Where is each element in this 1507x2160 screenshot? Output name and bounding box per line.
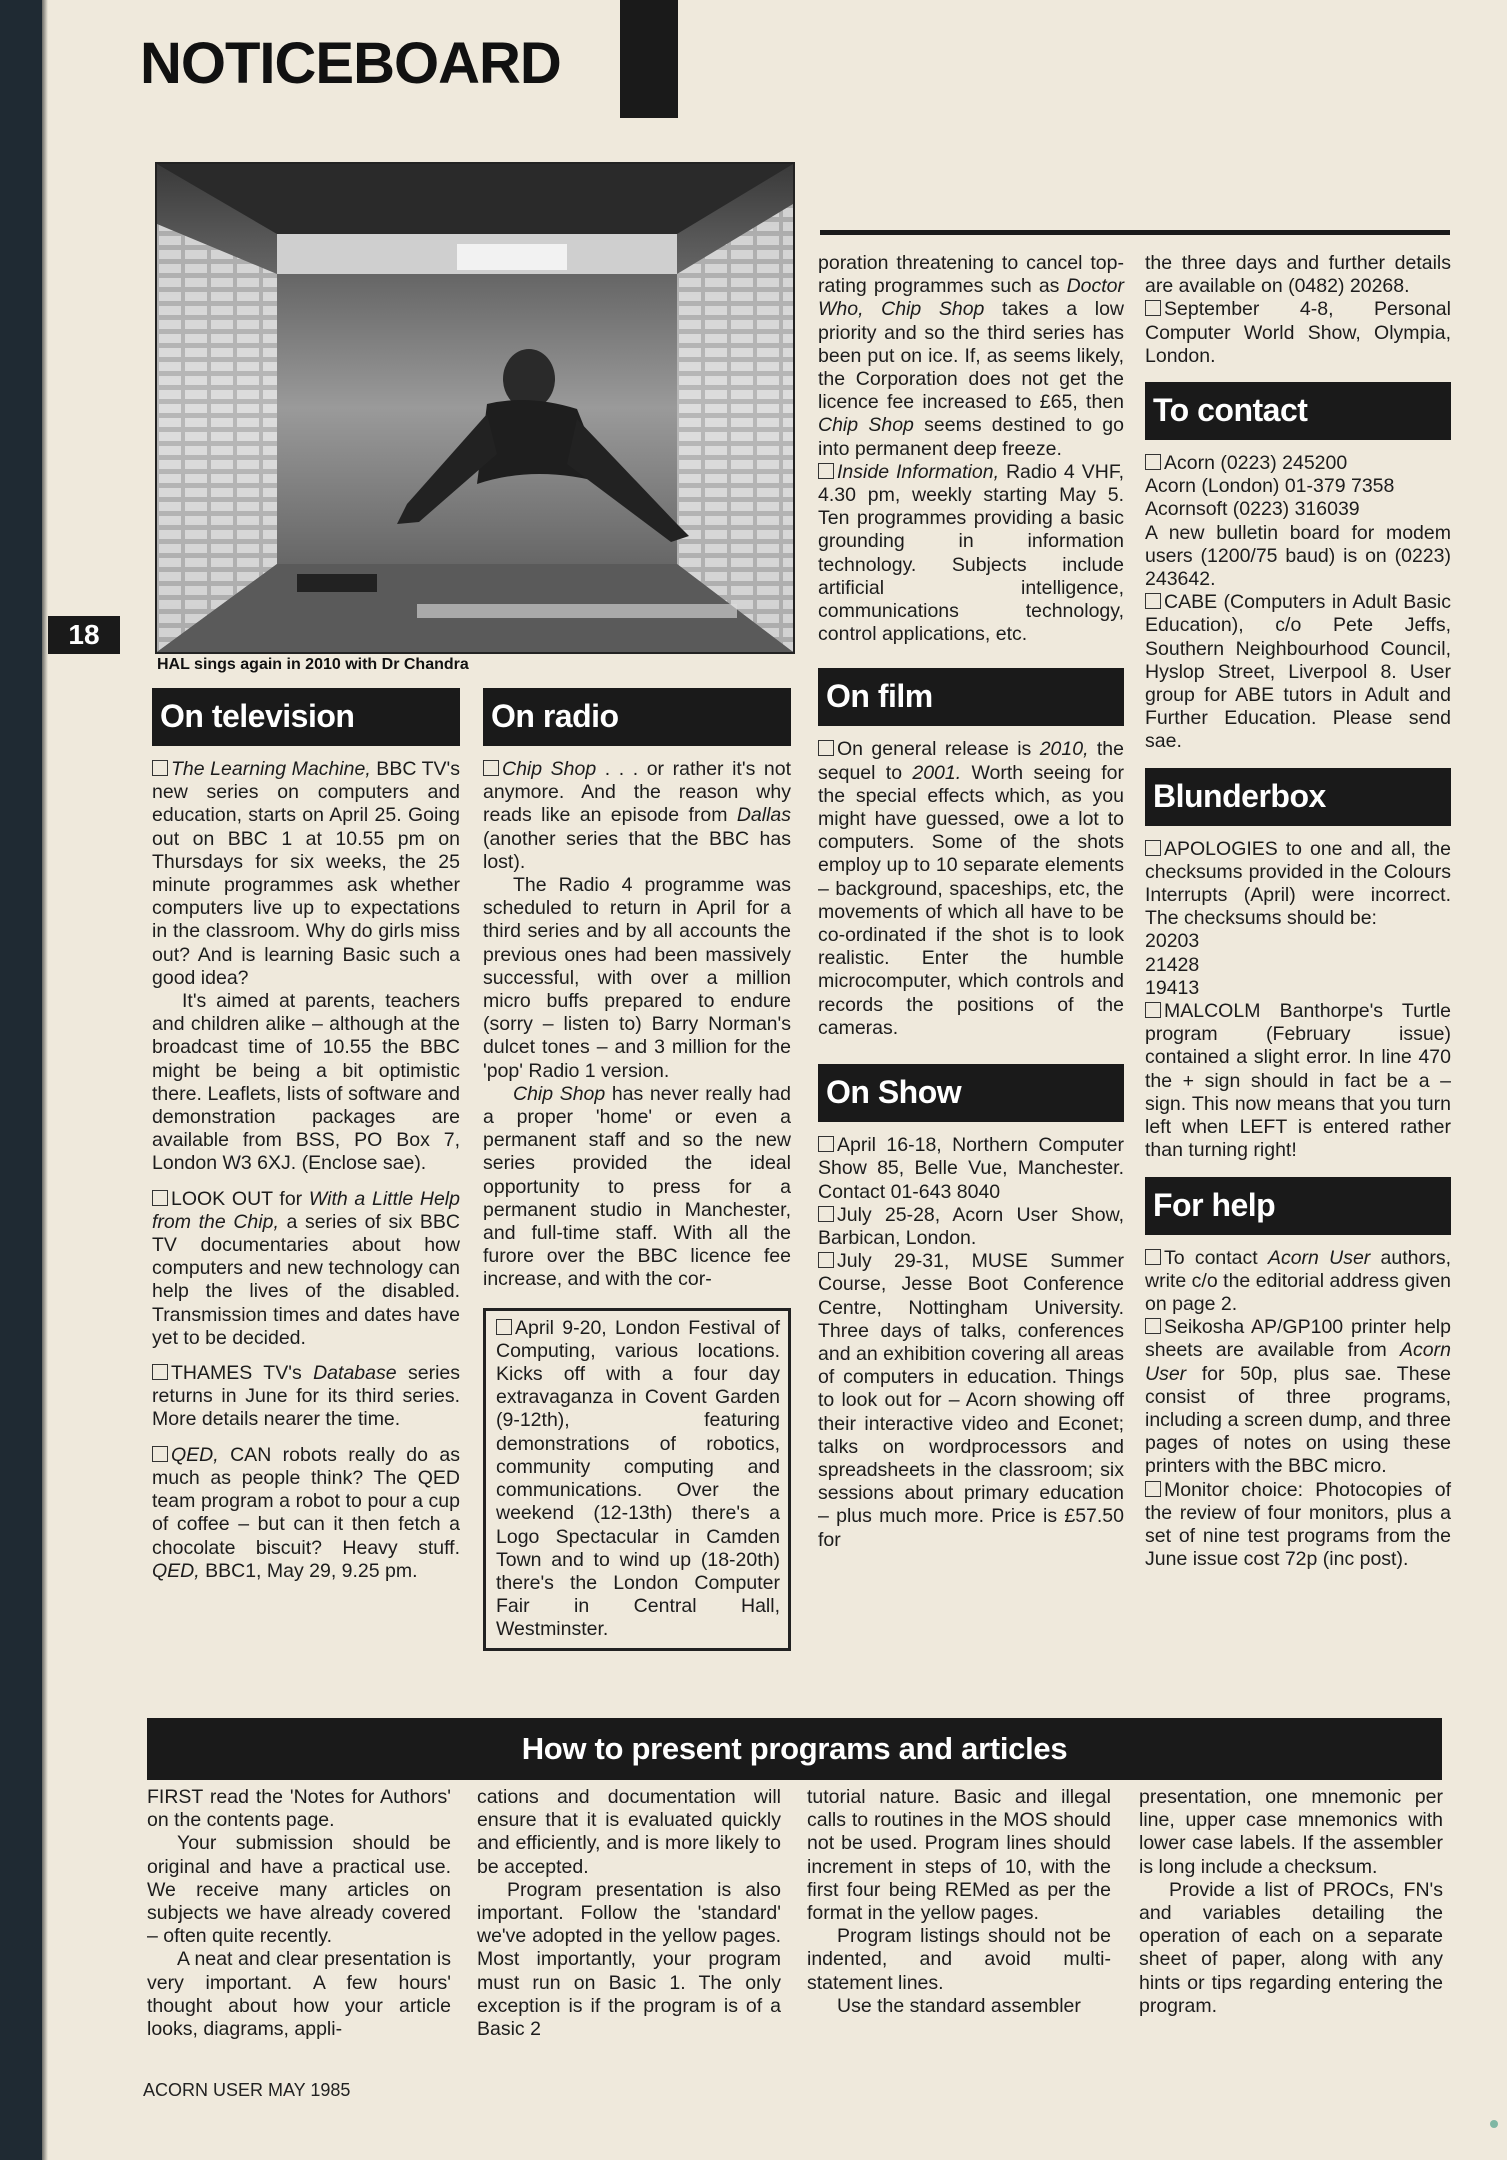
title-chip-shop: Chip Shop — [818, 414, 914, 437]
present-column-3 — [807, 1786, 1111, 2018]
text: Monitor choice: Photocopies of the review of four monitors, plus a set of nine test programs from the June issue cost 72p (inc post). — [1145, 1478, 1451, 1571]
tv-text: CAN robots really do as much as people think? The QED team program a robot to pour a cup of coffee – but can it then fetch a chocolate biscuit? Heavy stuff. — [152, 1443, 460, 1559]
text: Worth seeing for the special effects which, as you might have guessed, owe a lot to computers. Some of the shots employ up to 10 separate elements – background, spaceships, etc, the movements of which all have to be co-ordinated if the shot is to look realistic. Enter the humble microcomputer, which controls and records the positions of the cameras. — [818, 761, 1124, 1039]
film-item-2010 — [818, 738, 1124, 1040]
radio-item-inside-information — [818, 461, 1124, 647]
title-learning-machine: The Learning Machine, — [171, 758, 371, 780]
text: the sequel to — [818, 738, 1125, 784]
text: Radio 4 VHF, 4.30 pm, weekly starting May 5. Ten programmes providing a basic grounding in information technology. Subjects include artificial intelligence, communications technology, control applications, etc. — [818, 460, 1124, 646]
heading-blunderbox: Blunderbox — [1145, 768, 1451, 826]
text: July 25-28, Acorn User Show, Barbican, London. — [818, 1203, 1124, 1249]
present-column-2 — [477, 1786, 781, 2041]
title-2001: 2001. — [912, 761, 962, 784]
radio-item-chip-shop — [483, 758, 791, 874]
bullet-box — [483, 760, 499, 776]
festival-description: April 9-20, London Festival of Computing, various locations. Kicks off with a four day extravaganza in Covent Garden (9-12th), featuring demonstrations of robotics, community computing and communications. Over the weekend (12-13th) there's a Logo Spectacular in Camden Town and to wind up (18-20th) there's the London Computer Fair in Central Hall, Westminster. — [496, 1316, 780, 1641]
tv-text: BBC1, May 29, 9.25 pm. — [199, 1559, 418, 1582]
radio-text: has never really had a proper 'home' or even a permanent staff and so the new series provided the ideal opportunity to press for a permanent studio in Manchester, and full-time staff. With all the furore over the BBC licence fee increase, and with the cor- — [483, 1082, 791, 1291]
present-paragraph: presentation, one mnemonic per line, upper case mnemonics with lower case labels. If the assembler is long include a checksum. — [1139, 1786, 1443, 1878]
title-dallas: Dallas — [736, 804, 791, 827]
title-2010: 2010, — [1039, 738, 1089, 761]
contact-bulletin-board: A new bulletin board for modem users (1200/75 baud) is on (0223) 243642. — [1145, 521, 1451, 591]
title-qed: QED, — [152, 1559, 200, 1582]
heading-on-television: On television — [152, 688, 460, 746]
heading-on-film: On film — [818, 668, 1124, 726]
text: On general release is — [837, 738, 1040, 761]
text: seems destined to go into permanent deep freeze. — [818, 414, 1124, 460]
tv-text: BBC TV's new series on computers and education, starts on April 25. Going out on BBC 1 at 10.55 pm on Thursdays for six weeks, the 25 minute programmes ask whether computers live up to expectations in the classroom. Why do girls miss out? And is learning Basic such a good idea? — [152, 758, 460, 989]
bullet-box — [152, 1190, 168, 1206]
title-acorn-user: Acorn User — [1267, 1246, 1371, 1269]
bullet-box — [1145, 840, 1161, 856]
bullet-box — [1145, 593, 1161, 609]
photo-hal — [155, 162, 795, 654]
column-contact-help — [1145, 252, 1451, 1571]
page-number: 18 — [48, 616, 120, 654]
tv-text: series returns in June for its third series. More details nearer the time. — [152, 1362, 460, 1431]
section-television — [152, 688, 460, 1583]
photo-illustration — [157, 164, 793, 652]
blunder-apologies — [1145, 838, 1451, 931]
contact-acorn — [1145, 452, 1451, 475]
title-with-a-little-help: With a Little Help from the Chip, — [152, 1187, 460, 1233]
title-doctor-who: Doctor Who, Chip Shop — [818, 275, 1124, 321]
heading-for-help: For help — [1145, 1177, 1451, 1235]
present-paragraph: Provide a list of PROCs, FN's and variables detailing the operation of each on a separate sheet of paper, along with any hints or tips regarding entering the program. — [1139, 1878, 1443, 2017]
bullet-box — [1145, 1318, 1161, 1334]
bullet-box — [818, 463, 834, 479]
heading-to-contact: To contact — [1145, 382, 1451, 440]
tv-text: a series of six BBC TV documentaries about how computers and new technology can help the lives of the disabled. Transmission times and dates have yet to be decided. — [152, 1210, 461, 1349]
tv-paragraph: It's aimed at parents, teachers and children alike – although at the broadcast time of 10.55 the BBC might be being a bit optimistic there. Leaflets, lists of software and demonstration packages are available from BSS, PO Box 7, London W3 6XJ. (Enclose sae). — [152, 990, 460, 1175]
bullet-box — [818, 1136, 834, 1152]
bullet-box — [496, 1319, 512, 1335]
binding-shadow — [42, 0, 48, 2160]
text: MALCOLM Banthorpe's Turtle program (February issue) contained a slight error. In line 470 the + sign should in fact be a – sign. This now means that you turn left when LEFT is entered rather than turning right! — [1145, 1000, 1451, 1162]
title-qed: QED, — [171, 1443, 219, 1466]
help-contact-authors — [1145, 1247, 1451, 1317]
checksum-value: 21428 — [1145, 953, 1200, 976]
present-paragraph: Use the standard assembler — [837, 1994, 1081, 2017]
present-paragraph: Your submission should be original and have a practical use. We receive many articles on subjects we have already covered – often quite recently. — [147, 1832, 451, 1948]
checksum-value: 20203 — [1145, 930, 1200, 953]
binding-spine — [0, 0, 42, 2160]
contact-acorn-london: Acorn (London) 01-379 7358 — [1145, 475, 1395, 498]
radio-text: (another series that the BBC has lost). — [483, 827, 791, 873]
text: Acorn (0223) 245200 — [1164, 452, 1348, 475]
footer-issue: ACORN USER MAY 1985 — [143, 2080, 351, 2100]
present-paragraph: FIRST read the 'Notes for Authors' on the contents page. — [147, 1786, 451, 1832]
bullet-box — [818, 1206, 834, 1222]
text: APOLOGIES to one and all, the checksums provided in the Colours Interrupts (April) were incorrect. The checksums should be: — [1145, 837, 1451, 930]
bullet-box — [1145, 1481, 1161, 1497]
heading-on-radio: On radio — [483, 688, 791, 746]
radio-continued — [818, 252, 1124, 461]
bullet-box — [818, 740, 834, 756]
text: authors, write c/o the editorial address given on page 2. — [1145, 1246, 1451, 1315]
text: poration threatening to cancel top-rating programmes such as — [818, 252, 1124, 298]
heading-how-to-present: How to present programs and articles — [147, 1718, 1442, 1780]
present-column-4 — [1139, 1786, 1443, 2018]
tv-item-qed — [152, 1444, 460, 1583]
festival-box — [483, 1308, 791, 1651]
present-paragraph: Program listings should not be indented, and avoid multi-statement lines. — [807, 1925, 1111, 1994]
masthead-title: NOTICEBOARD — [140, 31, 561, 96]
text: To contact — [1164, 1246, 1268, 1269]
title-database: Database — [313, 1362, 397, 1385]
present-column-1 — [147, 1786, 451, 2041]
text: April 16-18, Northern Computer Show 85, Belle Vue, Manchester. Contact 01-643 8040 — [818, 1134, 1124, 1203]
text: July 29-31, MUSE Summer Course, Jesse Boot Conference Centre, Nottingham University. Three days of talks, conferences and an exhibition covering all areas of computers in education. Things to look out for – Acorn showing off their interactive video and Econet; talks on wordprocessors and spreadsheets in the classroom; six sessions about primary education – plus much more. Price is £57.50 for — [818, 1250, 1124, 1551]
bullet-box — [1145, 454, 1161, 470]
bullet-box — [152, 1364, 168, 1380]
title-acorn-user: Acorn User — [1145, 1339, 1451, 1385]
show-item-pcw — [1145, 298, 1451, 368]
show-item — [818, 1250, 1124, 1552]
tv-text: THAMES TV's — [171, 1362, 314, 1385]
top-rule — [820, 230, 1450, 235]
column-film-show — [818, 252, 1124, 1552]
photo-caption: HAL sings again in 2010 with Dr Chandra — [157, 656, 469, 673]
corner-dot — [1490, 2120, 1498, 2128]
heading-on-show: On Show — [818, 1064, 1124, 1122]
bullet-box — [1145, 300, 1161, 316]
show-continued: the three days and further details are available on (0482) 20268. — [1145, 252, 1451, 298]
contact-cabe — [1145, 591, 1451, 753]
text: September 4-8, Personal Computer World Show, Olympia, London. — [1145, 298, 1451, 367]
section-radio — [483, 688, 791, 1651]
text: CABE (Computers in Adult Basic Education), c/o Pete Jeffs, Southern Neighbourhood Council, Hyslop Street, Liverpool 8. User group for ABE tutors in Adult and Further Education. Please send sae. — [1145, 591, 1451, 753]
show-item — [818, 1204, 1124, 1250]
present-paragraph: A neat and clear presentation is very important. A few hours' thought about how your article looks, diagrams, appli- — [147, 1948, 451, 2041]
text: Seikosha AP/GP100 printer help sheets are available from — [1145, 1316, 1451, 1362]
tv-item-look-out — [152, 1188, 460, 1350]
tv-item-thames — [152, 1362, 460, 1432]
bullet-box — [152, 1446, 168, 1462]
help-monitor-choice — [1145, 1479, 1451, 1572]
radio-paragraph — [483, 1083, 791, 1292]
text: takes a low priority and so the third series has been put on ice. If, as seems likely, the Corporation does not get the licence fee increased to £65, then — [818, 298, 1125, 414]
checksum-value: 19413 — [1145, 976, 1200, 999]
show-item — [818, 1134, 1124, 1204]
radio-paragraph: The Radio 4 programme was scheduled to return in April for a third series and by all accounts the previous ones had been massively successful, with over a million micro buffs prepared to endure (sorry – listen to) Barry Norman's dulcet tones – and 3 million for the 'pop' Radio 1 version. — [483, 874, 791, 1082]
radio-text: . . . or rather it's not anymore. And the reason why reads like an episode from — [483, 758, 791, 827]
present-paragraph: tutorial nature. Basic and illegal calls to routines in the MOS should not be used. Program lines should increment in steps of 10, with the first four being REMed as per the format in the yellow pages. — [807, 1786, 1111, 1925]
tv-item-learning-machine — [152, 758, 460, 990]
bullet-box — [152, 760, 168, 776]
masthead-block — [620, 0, 678, 118]
tv-text: LOOK OUT for — [171, 1187, 309, 1210]
text: for 50p, plus sae. These consist of three programs, including a screen dump, and three pages of notes on using these printers with the BBC micro. — [1145, 1362, 1451, 1478]
title-chip-shop: Chip Shop — [513, 1082, 606, 1105]
blunder-malcolm — [1145, 1000, 1451, 1162]
present-paragraph: Program presentation is also important. Follow the 'standard' we've adopted in the yellow pages. Most importantly, your program must run on Basic 1. The only exception is if the program is of a Basic 2 — [477, 1878, 781, 2041]
bullet-box — [1145, 1249, 1161, 1265]
festival-text — [496, 1317, 780, 1642]
title-inside-information: Inside Information, — [837, 460, 999, 483]
title-chip-shop: Chip Shop — [502, 758, 597, 780]
bullet-box — [818, 1252, 834, 1268]
present-paragraph: cations and documentation will ensure that it is evaluated quickly and efficiently, and is more likely to be accepted. — [477, 1786, 781, 1878]
bullet-box — [1145, 1002, 1161, 1018]
help-seikosha — [1145, 1316, 1451, 1478]
contact-acornsoft: Acornsoft (0223) 316039 — [1145, 498, 1360, 521]
